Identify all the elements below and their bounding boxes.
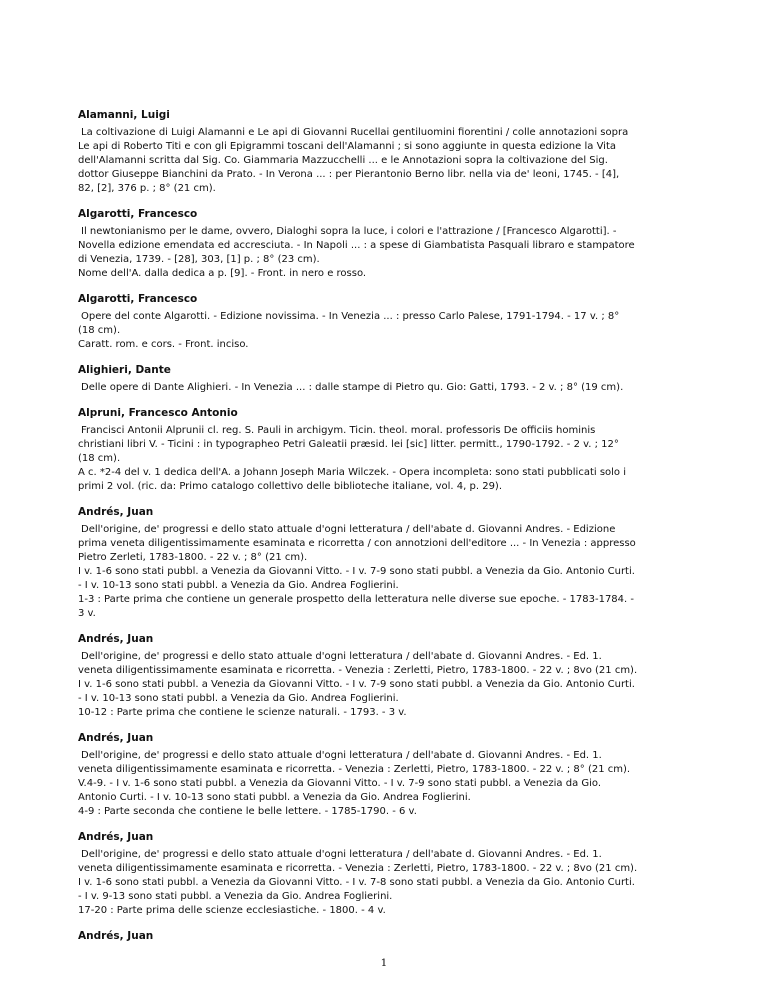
catalog-entry <box>78 929 638 943</box>
entry-description: Delle opere di Dante Alighieri. - In Venezia ... : dalle stampe di Pietro qu. Gio: Gatti, 1793. - 2 v. ; 8° (19 cm). <box>81 382 624 393</box>
entry-description: Dell'origine, de' progressi e dello stato attuale d'ogni letteratura / dell'abate d. Giovanni Andres. - Ed. 1. veneta diligentissimamente esaminata e ricorretta. - Venezia : Zerletti, Pietro, 1783-1800. - 22 v. ; 8vo (21 cm). <box>78 849 638 874</box>
catalog-entry <box>78 731 638 819</box>
entry-description: Il newtonianismo per le dame, ovvero, Dialoghi sopra la luce, i colori e l'attrazione / [Francesco Algarotti]. - Novella edizione emendata ed accresciuta. - In Napoli ... : a spese di Giambatista Pasquali libraro e stampatore di Venezia, 1739. - [28], 303, [1] p. ; 8° (23 cm). <box>78 226 635 265</box>
catalog-entry <box>78 207 638 281</box>
entry-author: Alpruni, Francesco Antonio <box>78 407 238 419</box>
entry-note: 17-20 : Parte prima delle scienze ecclesiastiche. - 1800. - 4 v. <box>78 905 386 916</box>
entry-note: I v. 1-6 sono stati pubbl. a Venezia da Giovanni Vitto. - I v. 7-8 sono stati pubbl. a Venezia da Gio. Antonio Curti. - I v. 9-13 sono stati pubbl. a Venezia da Gio. Andrea Foglierini. <box>78 877 635 902</box>
entry-author: Andrés, Juan <box>78 930 154 942</box>
entry-note: I v. 1-6 sono stati pubbl. a Venezia da Giovanni Vitto. - I v. 7-9 sono stati pubbl. a Venezia da Gio. Antonio Curti. - I v. 10-13 sono stati pubbl. a Venezia da Gio. Andrea Foglierini. <box>78 566 635 591</box>
catalog-entry <box>78 292 638 352</box>
catalog-entries <box>78 108 638 947</box>
entry-description: Francisci Antonii Alprunii cl. reg. S. Pauli in archigym. Ticin. theol. moral. professoris De officiis hominis christiani libri V. - Ticini : in typographeo Petri Galeatii præsid. lei [sic] litter. permitt., 1790-1792. - 2 v. ; 12° (18 cm). <box>78 425 619 464</box>
entry-author: Alighieri, Dante <box>78 364 171 376</box>
entry-note: Nome dell'A. dalla dedica a p. [9]. - Front. in nero e rosso. <box>78 268 367 279</box>
entry-note: A c. *2-4 del v. 1 dedica dell'A. a Johann Joseph Maria Wilczek. - Opera incompleta: sono stati pubblicati solo i primi 2 vol. (ric. da: Primo catalogo collettivo delle biblioteche italiane, vol. 4, p. 29). <box>78 467 627 492</box>
entry-author: Algarotti, Francesco <box>78 293 198 305</box>
entry-description: Opere del conte Algarotti. - Edizione novissima. - In Venezia ... : presso Carlo Palese, 1791-1794. - 17 v. ; 8° (18 cm). <box>78 311 620 336</box>
entry-note: Caratt. rom. e cors. - Front. inciso. <box>78 339 249 350</box>
entry-author: Andrés, Juan <box>78 633 154 645</box>
entry-description: La coltivazione di Luigi Alamanni e Le api di Giovanni Rucellai gentiluomini fiorentini / colle annotazioni sopra Le api di Roberto Titi e con gli Epigrammi toscani dell'Alamanni ; si sono aggiunte in questa edizione la Vita dell'Alamanni scritta dal Sig. Co. Giammaria Mazzucchelli ... e le Annotazioni sopra la coltivazione del Sig. dottor Giuseppe Bianchini da Prato. - In Verona ... : per Pierantonio Berno libr. nella via de' leoni, 1745. - [4], 82, [2], 376 p. ; 8° (21 cm). <box>78 127 629 194</box>
entry-note: V.4-9. - I v. 1-6 sono stati pubbl. a Venezia da Giovanni Vitto. - I v. 7-9 sono stati pubbl. a Venezia da Gio. Antonio Curti. - I v. 10-13 sono stati pubbl. a Venezia da Gio. Andrea Foglierini. <box>78 778 602 803</box>
entry-author: Alamanni, Luigi <box>78 109 170 121</box>
page-number: 1 <box>380 957 388 969</box>
entry-author: Algarotti, Francesco <box>78 208 198 220</box>
catalog-entry <box>78 830 638 918</box>
entry-description: Dell'origine, de' progressi e dello stato attuale d'ogni letteratura / dell'abate d. Giovanni Andres. - Ed. 1. veneta diligentissimamente esaminata e ricorretta. - Venezia : Zerletti, Pietro, 1783-1800. - 22 v. ; 8° (21 cm). <box>78 750 631 775</box>
catalog-entry <box>78 632 638 720</box>
entry-description: Dell'origine, de' progressi e dello stato attuale d'ogni letteratura / dell'abate d. Giovanni Andres. - Ed. 1. veneta diligentissimamente esaminata e ricorretta. - Venezia : Zerletti, Pietro, 1783-1800. - 22 v. ; 8vo (21 cm). <box>78 651 638 676</box>
entry-note: 10-12 : Parte prima che contiene le scienze naturali. - 1793. - 3 v. <box>78 707 407 718</box>
catalog-entry <box>78 108 638 196</box>
entry-note: 4-9 : Parte seconda che contiene le belle lettere. - 1785-1790. - 6 v. <box>78 806 417 817</box>
catalog-entry <box>78 363 638 395</box>
entry-description: Dell'origine, de' progressi e dello stato attuale d'ogni letteratura / dell'abate d. Giovanni Andres. - Edizione prima veneta diligentissimamente esaminata e ricorretta / con annotzioni dell'editore ... - In Venezia : appresso Pietro Zerleti, 1783-1800. - 22 v. ; 8° (21 cm). <box>78 524 636 563</box>
catalog-entry <box>78 406 638 494</box>
entry-author: Andrés, Juan <box>78 506 154 518</box>
entry-note: 1-3 : Parte prima che contiene un generale prospetto della letteratura nelle diverse sue epoche. - 1783-1784. - 3 v. <box>78 594 634 619</box>
entry-author: Andrés, Juan <box>78 732 154 744</box>
entry-note: I v. 1-6 sono stati pubbl. a Venezia da Giovanni Vitto. - I v. 7-9 sono stati pubbl. a Venezia da Gio. Antonio Curti. - I v. 10-13 sono stati pubbl. a Venezia da Gio. Andrea Foglierini. <box>78 679 635 704</box>
entry-author: Andrés, Juan <box>78 831 154 843</box>
catalog-entry <box>78 505 638 621</box>
